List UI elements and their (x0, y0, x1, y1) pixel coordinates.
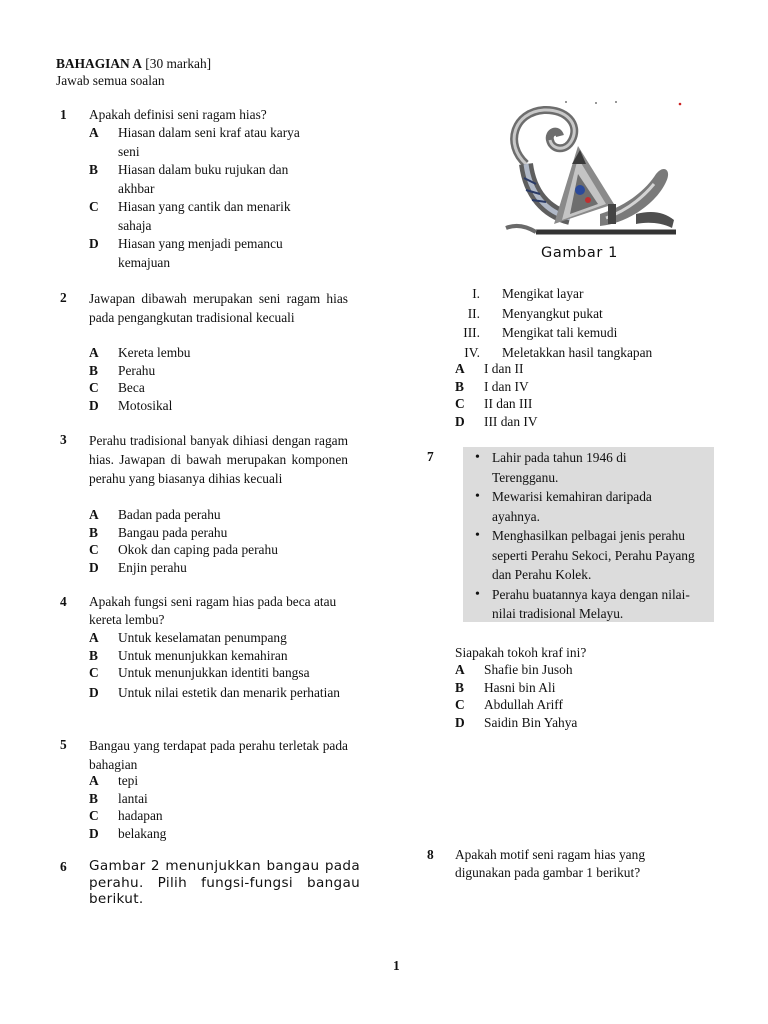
options (89, 124, 339, 272)
option-b[interactable]: B Untuk menunjukkan kemahiran (89, 647, 288, 663)
options (89, 506, 339, 576)
question-text: Perahu tradisional banyak dihiasi dengan ragam hias. Jawapan di bawah merupakan komponen perahu yang biasanya dihias kecuali (89, 433, 348, 487)
info-bullet: • Mewarisi kemahiran daripada ayahnya. (463, 487, 692, 526)
bangau-perahu-icon (496, 94, 682, 240)
option-b[interactable]: B I dan IV (455, 378, 529, 394)
option-a[interactable]: A I dan II (455, 361, 524, 376)
option-b[interactable]: B Hasni bin Ali (455, 679, 556, 695)
question-number: 1 (60, 107, 67, 122)
option-d[interactable]: D III dan IV (455, 413, 538, 429)
statement-i: I. Mengikat layar (472, 286, 584, 301)
page-number: 1 (393, 958, 400, 973)
question-number: 3 (60, 432, 67, 447)
q8-question: Apakah motif seni ragam hias yang digunakan pada gambar 1 berikut? (455, 847, 646, 880)
options (89, 344, 339, 414)
statement-ii: II. Menyangkut pukat (467, 305, 603, 321)
question-number: 4 (60, 594, 67, 609)
question-text: Apakah definisi seni ragam hias? (89, 107, 267, 122)
question-number: 2 (60, 290, 67, 305)
statement-iv: IV. Meletakkan hasil tangkapan (464, 344, 653, 360)
q7-options (455, 661, 675, 731)
option-d[interactable]: D Saidin Bin Yahya (455, 714, 578, 730)
option-d[interactable]: D Hiasan yang menjadi pemancu kemajuan (89, 236, 283, 270)
option-d[interactable]: D Untuk nilai estetik dan menarik perhatian (89, 684, 340, 700)
question-text: Bangau yang terdapat pada perahu terletak pada bahagian (89, 738, 348, 772)
question-7-number: 7 (427, 449, 434, 464)
question-number: 5 (60, 737, 67, 752)
option-b[interactable]: B Bangau pada perahu (89, 524, 228, 540)
figure-gambar-1 (496, 94, 682, 240)
option-a[interactable]: A Kereta lembu (89, 345, 191, 360)
option-a[interactable]: A Hiasan dalam seni kraf atau karya seni (89, 125, 300, 159)
question-number: 6 (60, 859, 67, 874)
option-c[interactable]: C Okok dan caping pada perahu (89, 542, 278, 557)
figure-caption: Gambar 1 (541, 245, 618, 261)
option-a[interactable]: A Untuk keselamatan penumpang (89, 630, 287, 645)
q7-question: Siapakah tokoh kraf ini? (455, 645, 587, 660)
info-bullet: • Lahir pada tahun 1946 di Terengganu. (463, 448, 692, 487)
section-header (56, 55, 211, 73)
instruction: Jawab semua soalan (56, 73, 165, 88)
info-bullet: • Menghasilkan pelbagai jenis perahu seperti Perahu Sekoci, Perahu Payang dan Perahu Kolek. (463, 526, 707, 585)
statement-iii: III. Mengikat tali kemudi (463, 325, 618, 340)
option-c[interactable]: C hadapan (89, 808, 163, 823)
options (89, 772, 339, 842)
section-title: BAHAGIAN A (56, 56, 142, 71)
q6-options (455, 360, 655, 430)
option-a[interactable]: A tepi (89, 773, 139, 788)
option-c[interactable]: C Abdullah Ariff (455, 697, 563, 712)
question-8-number: 8 (427, 847, 434, 862)
question-text: Gambar 2 menunjukkan bangau pada perahu. Pilih fungsi-fungsi bangau berikut. (89, 858, 360, 907)
option-c[interactable]: C Hiasan yang cantik dan menarik sahaja (89, 199, 291, 233)
q7-info-box (463, 447, 714, 622)
option-b[interactable]: B lantai (89, 790, 148, 806)
q6-statements (438, 285, 708, 363)
question-text: Apakah fungsi seni ragam hias pada beca atau kereta lembu? (89, 594, 337, 627)
info-bullet: • Perahu buatannya kaya dengan nilai-nilai tradisional Melayu. (463, 585, 692, 624)
option-a[interactable]: A Badan pada perahu (89, 507, 221, 522)
option-c[interactable]: C Beca (89, 380, 145, 395)
section-marks: [30 markah] (145, 56, 212, 71)
option-d[interactable]: D Enjin perahu (89, 559, 187, 575)
question-text: Jawapan dibawah merupakan seni ragam hias pada pengangkutan tradisional kecuali (89, 291, 348, 325)
option-a[interactable]: A Shafie bin Jusoh (455, 662, 573, 677)
options (89, 629, 339, 703)
option-d[interactable]: D Motosikal (89, 397, 173, 413)
option-b[interactable]: B Perahu (89, 362, 156, 378)
option-c[interactable]: C Untuk menunjukkan identiti bangsa (89, 665, 310, 680)
option-d[interactable]: D belakang (89, 825, 167, 841)
option-c[interactable]: C II dan III (455, 396, 533, 411)
option-b[interactable]: B Hiasan dalam buku rujukan dan akhbar (89, 162, 289, 196)
